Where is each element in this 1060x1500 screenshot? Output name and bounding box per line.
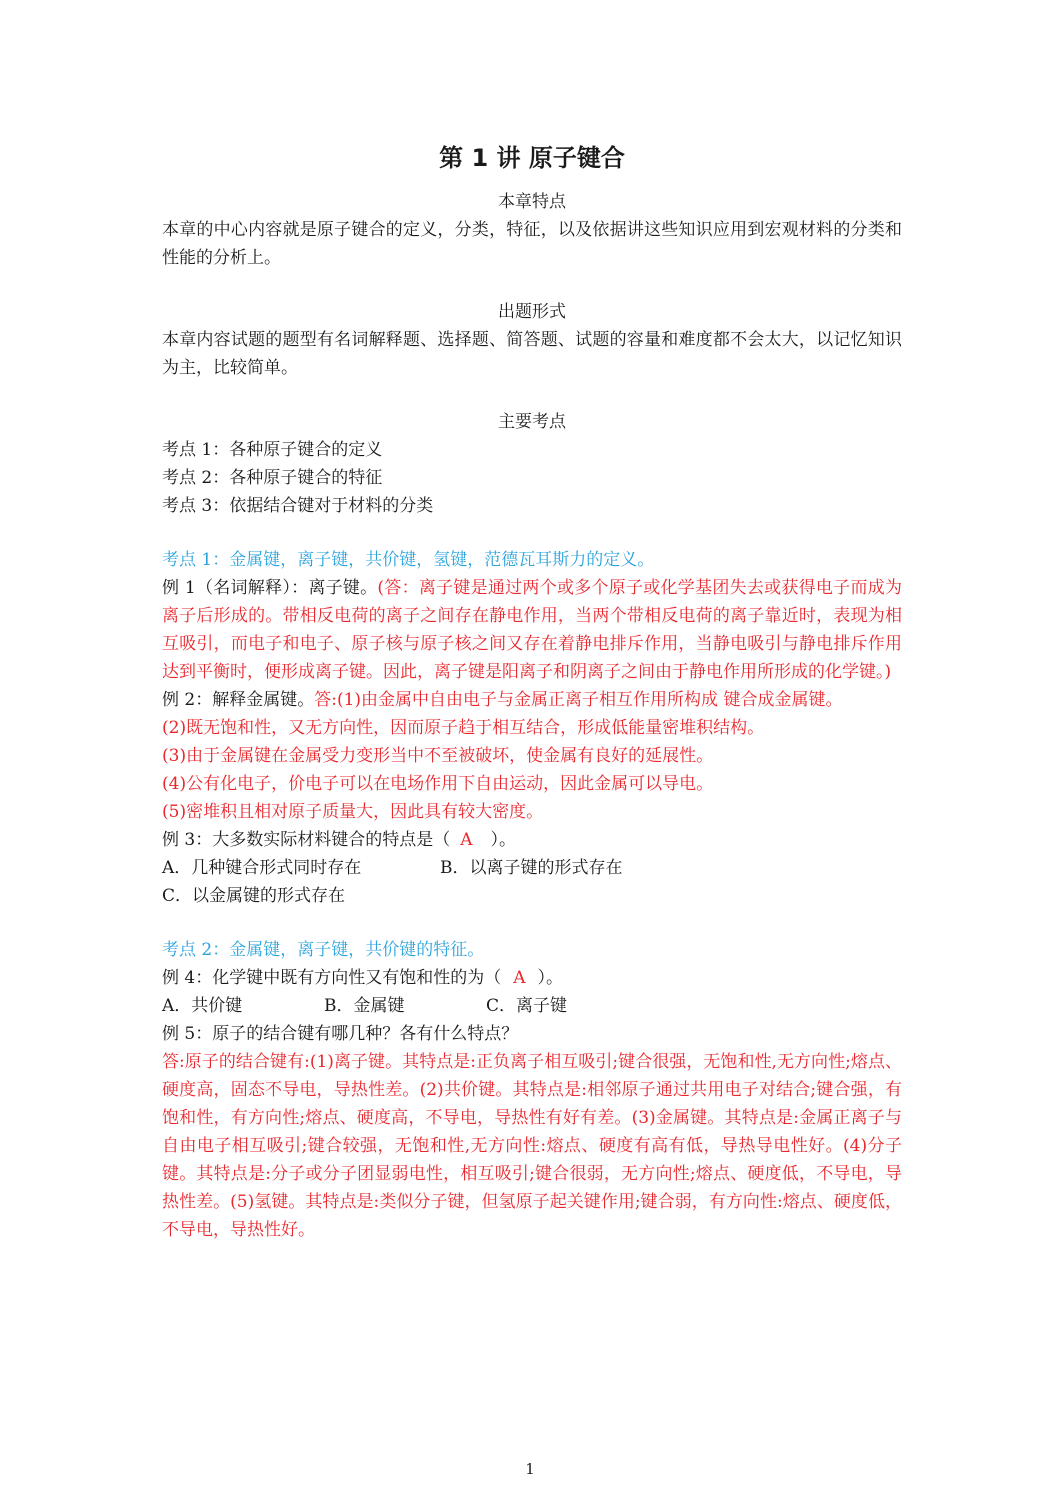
page-number: 1 — [525, 1460, 535, 1478]
example2-answer-line: 答:(1)由金属中自由电子与金属正离子相互作用所构成 键合成金属键。 — [314, 690, 843, 710]
spacer — [162, 910, 902, 936]
format-text: 本章内容试题的题型有名词解释题、选择题、简答题、试题的容量和难度都不会太大，以记忆知识为主，比较简单。 — [162, 330, 902, 378]
option-a: A．几种键合形式同时存在 — [162, 858, 362, 878]
page-content — [162, 142, 902, 1244]
example2-answer-line: (3)由于金属键在金属受力变形当中不至被破坏，使金属有良好的延展性。 — [162, 746, 714, 766]
option-c: C．离子键 — [486, 996, 568, 1016]
section1-heading: 考点 1：金属键，离子键，共价键，氢键，范德瓦耳斯力的定义。 — [162, 550, 655, 570]
example2-answer-line: (4)公有化电子，价电子可以在电场作用下自由运动，因此金属可以导电。 — [162, 774, 714, 794]
example4-answer: A — [513, 968, 526, 988]
features-heading: 本章特点 — [498, 192, 566, 212]
example1-answer: (答：离子键是通过两个或多个原子或化学基团失去或获得电子而成为离子后形成的。带相反电荷的离子之间存在静电作用，当两个带相反电荷的离子靠近时，表现为相互吸引，而电子和电子、原子核与原子核之间又存在着静电排斥作用，当静电吸引与静电排斥作用达到平衡时，便形成离子键。因此，离子键是阳离子和阴离子之间由于静电作用所形成的化学键。) — [162, 578, 902, 682]
page-title: 第 1 讲 原子键合 — [439, 144, 625, 172]
example4-question-end: ）。 — [537, 968, 564, 988]
point-item: 考点 1：各种原子键合的定义 — [162, 440, 383, 460]
example2-answer-line: (2)既无饱和性，又无方向性，因而原子趋于相互结合，形成低能量密堆积结构。 — [162, 718, 765, 738]
features-text: 本章的中心内容就是原子键合的定义，分类，特征，以及依据讲这些知识应用到宏观材料的分类和性能的分析上。 — [162, 220, 902, 268]
option-c: C．以金属键的形式存在 — [162, 886, 346, 906]
point-item: 考点 2：各种原子键合的特征 — [162, 468, 383, 488]
example2-answer-line: (5)密堆积且相对原子质量大，因此具有较大密度。 — [162, 802, 544, 822]
example2-question: 例 2：解释金属键。 — [162, 690, 315, 710]
example1-question: 例 1（名词解释）：离子键。 — [162, 578, 378, 598]
point-item: 考点 3：依据结合键对于材料的分类 — [162, 496, 434, 516]
option-b: B．以离子键的形式存在 — [440, 858, 623, 878]
example4-question — [162, 964, 902, 992]
example4-options — [162, 992, 902, 1020]
option-a: A．共价键 — [162, 996, 243, 1016]
spacer — [162, 520, 902, 546]
example3-question-end: ）。 — [490, 830, 517, 850]
example3-answer: A — [460, 830, 473, 850]
example3-options — [162, 854, 902, 882]
example1 — [162, 574, 902, 686]
points-heading: 主要考点 — [498, 412, 566, 432]
example3-options — [162, 882, 902, 910]
example5-answer: 答:原子的结合键有:(1)离子键。其特点是:正负离子相互吸引;键合很强，无饱和性,无方向性;熔点、硬度高，固态不导电，导热性差。(2)共价键。其特点是:相邻原子通过共用电子对结合;键合强，有饱和性，有方向性;熔点、硬度高，不导电，导热性有好有差。(3)金属键。其特点是:金属正离子与自由电子相互吸引;键合较强，无饱和性,无方向性:熔点、硬度有高有低，导热导电性好。(4)分子键。其特点是:分子或分子团显弱电性，相互吸引;键合很弱，无方向性;熔点、硬度低，不导电，导热性差。(5)氢键。其特点是:类似分子键，但氢原子起关键作用;键合弱，有方向性:熔点、硬度低，不导电，导热性好。 — [162, 1052, 902, 1240]
example3-question — [162, 826, 902, 854]
spacer — [162, 382, 902, 408]
option-b: B．金属键 — [324, 996, 405, 1016]
example3-question-text: 例 3：大多数实际材料键合的特点是（ — [162, 830, 451, 850]
example5-question: 例 5：原子的结合键有哪几种？各有什么特点？ — [162, 1024, 519, 1044]
section2-heading: 考点 2：金属键，离子键，共价键的特征。 — [162, 940, 485, 960]
spacer — [162, 272, 902, 298]
format-heading: 出题形式 — [498, 302, 566, 322]
example4-question-text: 例 4：化学键中既有方向性又有饱和性的为（ — [162, 968, 502, 988]
example2 — [162, 686, 902, 714]
